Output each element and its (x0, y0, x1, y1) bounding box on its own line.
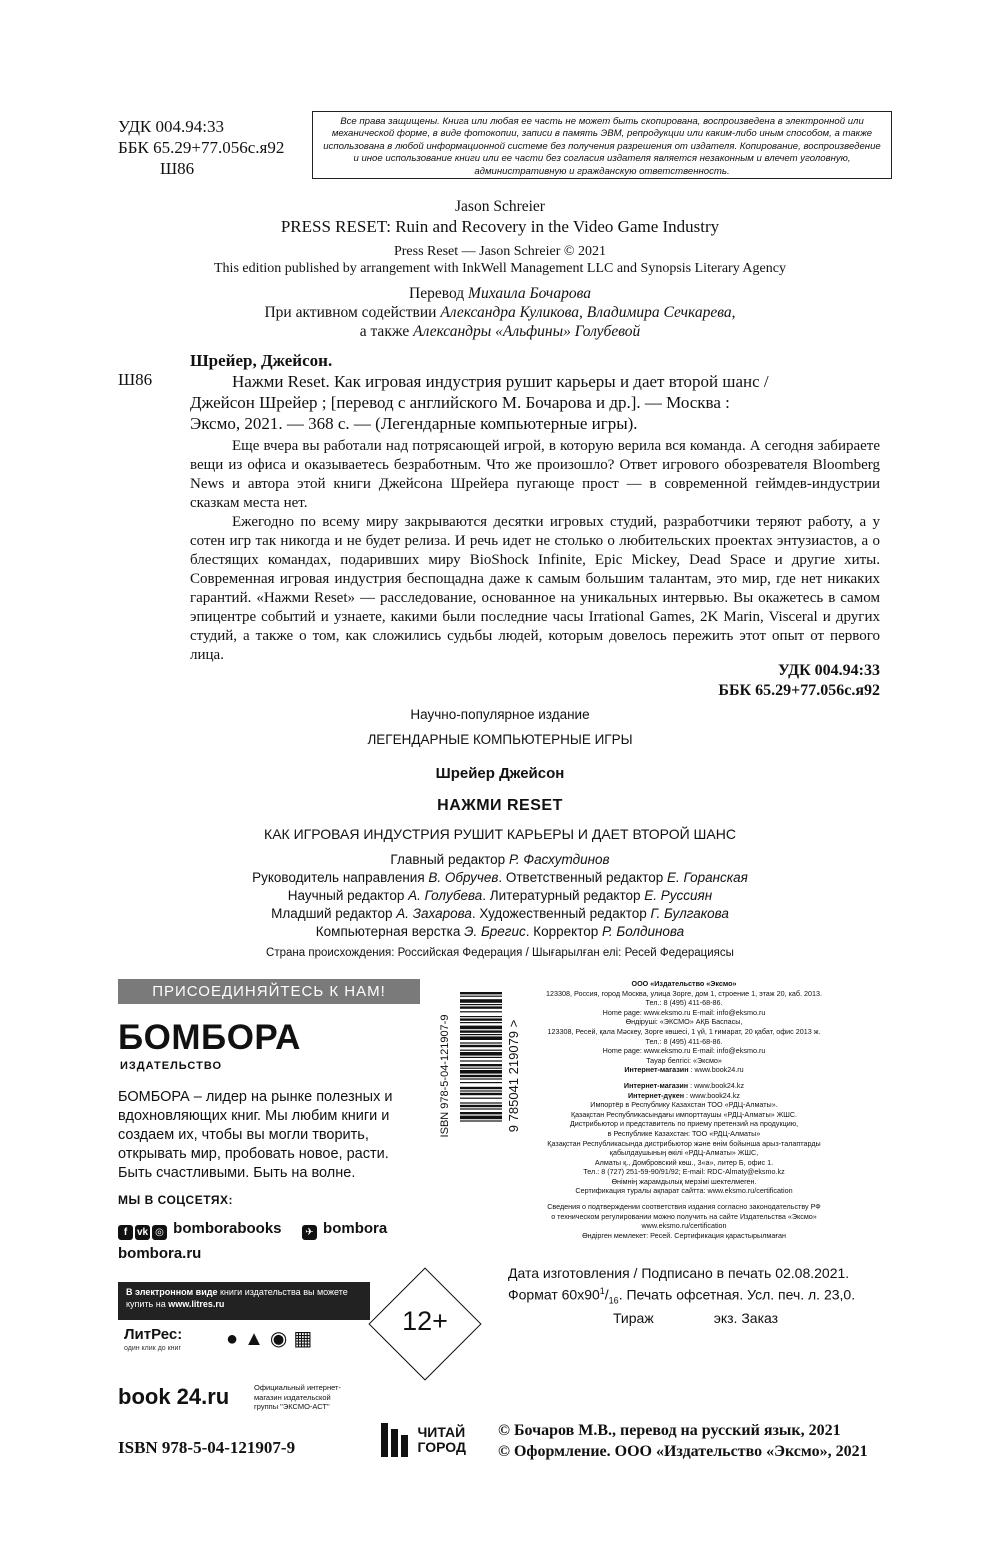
telegram-icon: ✈ (302, 1225, 317, 1240)
platform-icons (226, 1326, 318, 1351)
bib-line-3: Эксмо, 2021. — 368 с. — (Легендарные компьютерные игры). (190, 414, 638, 433)
credit-role: . Литературный редактор (482, 888, 645, 903)
barcode-bar (460, 1102, 502, 1103)
copyright-block (498, 1420, 868, 1462)
barcode-bar (460, 1082, 502, 1083)
assistants-comma: , (731, 304, 736, 321)
assistants-line (0, 303, 1000, 323)
original-copyright: Press Reset — Jason Schreier © 2021 (393, 244, 607, 259)
print-info (508, 1264, 855, 1327)
barcode-bar (460, 1016, 502, 1017)
origin-country: Страна происхождения: Российская Федерация / Шығарылған елі: Ресей Федерациясы (266, 947, 734, 959)
barcode-isbn-text: ISBN 978-5-04-121907-9 (439, 1014, 451, 1138)
series-name: ЛЕГЕНДАРНЫЕ КОМПЬЮТЕРНЫЕ ИГРЫ (367, 732, 633, 747)
barcode-bar (460, 1060, 502, 1061)
barcode-bar (460, 1011, 502, 1012)
classification-codes (118, 116, 284, 179)
imprint-line: Өндіруші: «ЭКСМО» АҚБ Баспасы, (625, 1017, 743, 1027)
rights-notice: Все права защищены. Книга или любая ее часть не может быть скопирована, воспроизведена в электронной или механической форме, в виде фотокопии, записи в память ЭВМ, репродукции или каким-либо иным способом, а также использована в любой информационной системе без получения разрешения от издателя. Копирование, воспроизведение и иное использование книги или ее части без согласия издателя является незаконным и влечет уголовную, административную и гражданскую ответственность. (312, 111, 892, 179)
litres-url: www.litres.ru (168, 1299, 225, 1309)
barcode-digits: 9 785041 219079 > (506, 1019, 521, 1133)
instagram-icon: ◎ (152, 1225, 167, 1240)
credit-name: Г. Булгакова (650, 906, 729, 921)
imprint-line: Қазақстан Республикасындағы импорттаушы «РДЦ-Алматы» ЖШС. (570, 1109, 798, 1119)
edition-type: Научно-популярное издание (410, 707, 590, 722)
udk-code-repeat: УДК 004.94:33 (777, 662, 880, 679)
barcode-bar (460, 996, 502, 997)
social-links (118, 1220, 387, 1240)
credit-line (0, 905, 1000, 923)
barcode-bar (460, 1034, 502, 1035)
credit-line (0, 923, 1000, 941)
barcode-bar (460, 1042, 502, 1043)
credit-role: . Художественный редактор (471, 906, 651, 921)
bib-line-1: Нажми Reset. Как игровая индустрия рушит карьеры и дает второй шанс / (232, 372, 769, 391)
imprint-line: Интернет-магазин : www.book24.kz (623, 1080, 745, 1090)
windows-icon: ▦ (293, 1328, 319, 1350)
classification-codes-repeat (640, 661, 880, 701)
credit-role: . Корректор (525, 924, 602, 939)
chitai-gorod-logo (381, 1423, 466, 1457)
barcode-bar (460, 1006, 502, 1008)
imprint-line: Өндірген мемлекет: Ресей. Сертификация қарастырылмаған (582, 1230, 786, 1240)
barcode-bar (460, 1075, 502, 1077)
edition-author: Шрейер Джейсон (435, 765, 565, 782)
credit-name: А. Голубева (408, 888, 483, 903)
original-arrangement: This edition published by arrangement with InkWell Management LLC and Synopsis Literary Agency (214, 261, 786, 276)
imprint-line: Home page: www.eksmo.ru E-mail: info@eksmo.ru (602, 1046, 766, 1056)
imprint-info (508, 979, 860, 1240)
ebook-bold: В электронном виде (126, 1287, 218, 1297)
copyright-design: © Оформление. ООО «Издательство «Эксмо», 2021 (498, 1443, 868, 1460)
barcode-bar (460, 1070, 502, 1074)
barcode-bar (460, 1026, 502, 1030)
credit-line (0, 851, 1000, 869)
assistants-names: Александра Куликова, Владимира Сечкарева (440, 304, 732, 321)
barcode-bar (460, 1068, 502, 1069)
litres-logo: ЛитРес: (124, 1326, 183, 1343)
imprint-line: Алматы қ., Домбровский көш., 3«а», литер Б, офис 1. (594, 1157, 774, 1167)
imprint-line: Тел.: 8 (495) 411-68-86. (645, 1036, 723, 1046)
bombora-logo: БОМБОРА (118, 1018, 301, 1057)
ebook-text-2: купить на (126, 1299, 169, 1309)
copyright-translation: © Бочаров М.В., перевод на русский язык, 2021 (498, 1422, 841, 1439)
cipher-mark: Ш86 (118, 370, 153, 389)
barcode-bar (460, 1050, 502, 1051)
credit-role: Младший редактор (271, 906, 397, 921)
bib-author-heading: Шрейер, Джейсон. (190, 351, 333, 370)
credits (0, 851, 1000, 941)
assistants-prefix-2: а также (359, 323, 414, 340)
credit-role: Компьютерная верстка (315, 924, 465, 939)
ebook-banner (118, 1282, 370, 1320)
barcode-bar (460, 1022, 502, 1023)
edition-title: НАЖМИ RESET (437, 797, 563, 814)
apple-icon: ● (226, 1328, 245, 1350)
publisher-about: БОМБОРА – лидер на рынке полезных и вдохновляющих книг. Мы любим книги и создаем их, чтобы вы могли творить, открывать мир, пробовать новое, расти. Быть счастливыми. Быть на волне. (118, 1089, 393, 1181)
print-run: Тираж экз. Заказ (613, 1310, 779, 1327)
barcode-bar (460, 1052, 502, 1056)
credit-name: А. Захарова (396, 906, 472, 921)
imprint-line: Тел.: 8 (727) 251-59-90/91/92; E-mail: RDC-Almaty@eksmo.kz (583, 1167, 785, 1177)
credit-role: Научный редактор (287, 888, 409, 903)
annotation-paragraph-1: Еще вчера вы работали над потрясающей игрой, в которую верила вся команда. А сегодня забираете вещи из офиса и оказываетесь безработным. Что же произошло? Ответ игрового обозревателя Bloomberg News и автора этой книги Джейсона Шрейера пугающе прост — в современной геймдев-индустрии сказкам места нет. (190, 438, 880, 511)
chitai-gorod-icon (381, 1423, 409, 1457)
credit-name: Е. Руссиян (644, 888, 713, 903)
publisher-site: bombora.ru (118, 1245, 202, 1262)
android-icon: ▲ (244, 1328, 270, 1350)
ebook-text: книги издательства вы можете (217, 1287, 348, 1297)
barcode-bar (460, 1112, 502, 1114)
barcode-bar (460, 1036, 502, 1040)
social-handle-1: bomborabooks (173, 1220, 282, 1237)
imprint-line: Тел.: 8 (495) 411-68-86. (645, 998, 723, 1008)
credit-line (0, 887, 1000, 905)
annotation-paragraph-2: Ежегодно по всему миру закрываются десятки игровых студий, разработчики теряют работу, а у сотен игр так никогда и не будет релиза. И речь идет не столько о любительских проектах энтузиастов, а о блестящих командах, подаривших миру BioShock Infinite, Epic Mickey, Dead Space и другие хиты. Современная игровая индустрия беспощадна даже к самым большим талантам, это мир, где нет никаких гарантий. «Нажми Reset» — расследование, основанное на уникальных интервью. Вы окажетесь в самом эпицентре событий и узнаете, какими были последние часы Irrational Games, 2K Marin, Visceral и других студий, а также о том, как сложились судьбы людей, которым довелось пережить этот опыт от первого лица. (190, 514, 880, 663)
barcode-bar (460, 1105, 502, 1107)
isbn: ISBN 978-5-04-121907-9 (118, 1438, 296, 1457)
print-format: Формат $60x90^1/_{16}$. Печать офсетная. Усл. печ. л. 23,0. (508, 1286, 856, 1306)
barcode-bar (460, 1098, 502, 1099)
author-mark: Ш86 (160, 159, 195, 178)
barcode-bar (460, 1090, 502, 1091)
annotation (190, 437, 880, 665)
bombora-logo-sub: ИЗДАТЕЛЬСТВО (120, 1060, 223, 1072)
imprint-line: Сведения о подтверждении соответствия издания согласно законодательству РФ (547, 1202, 821, 1212)
imprint-line: Импортёр в Республику Казахстан ТОО «РДЦ-Алматы». (590, 1100, 778, 1110)
credit-line (0, 869, 1000, 887)
translator-prefix: Перевод (409, 285, 469, 302)
assistants-line-2 (0, 322, 1000, 342)
barcode-bar (460, 1064, 502, 1066)
barcode-bar (460, 1120, 502, 1121)
social-heading: МЫ В СОЦСЕТЯХ: (118, 1193, 234, 1207)
chitai-text-1: ЧИТАЙ (417, 1424, 466, 1440)
barcode-bar (460, 1108, 502, 1109)
join-banner: ПРИСОЕДИНЯЙТЕСЬ К НАМ! (118, 979, 420, 1004)
bib-line-2: Джейсон Шрейер ; [перевод с английского М. Бочарова и др.]. — Москва : (190, 393, 730, 412)
barcode-bar (460, 1004, 502, 1005)
imprint-line: Home page: www.eksmo.ru E-mail: info@eksmo.ru (602, 1007, 766, 1017)
barcode-bar (460, 1087, 502, 1089)
imprint-line: 123308, Ресей, қала Мәскеу, Зорге көшесі, 1 үй, 1 ғимарат, 20 қабат, офис 2013 ж. (547, 1026, 821, 1036)
bbk-code: ББК 65.29+77.056с.я92 (118, 138, 285, 157)
imprint-line: Тауар белгісі: «Эксмо» (646, 1055, 722, 1065)
vk-icon: vk (136, 1227, 149, 1238)
windows-phone-icon: ◉ (269, 1328, 294, 1350)
barcode-bar (460, 1093, 502, 1095)
imprint-line: www.eksmo.ru/certification (641, 1221, 727, 1231)
imprint-line: Қазақстан Республикасында дистрибьютор және өнім бойынша арыз-талаптарды (547, 1138, 821, 1148)
assistants-prefix: При активном содействии (264, 304, 441, 321)
facebook-icon: f (118, 1225, 133, 1240)
barcode-bar (460, 1030, 502, 1032)
book24-note: Официальный интернет-магазин издательской группы "ЭКСМО-АСТ" (254, 1383, 341, 1411)
translator-name: Михаила Бочарова (468, 285, 591, 302)
credit-name: Е. Горанская (667, 870, 748, 885)
credit-name: Р. Фасхутдинов (508, 852, 610, 867)
age-rating: 12+ (402, 1306, 448, 1336)
litres-tagline: один клик до книг (124, 1345, 182, 1352)
credit-name: В. Обручев (428, 870, 499, 885)
bibliographic-description (190, 350, 880, 434)
social-handle-2: bombora (323, 1220, 388, 1237)
book24-logo: book 24.ru (118, 1384, 230, 1409)
imprint-line: Дистрибьютор и представитель по приему претензий на продукцию, (569, 1119, 799, 1129)
credit-name: Р. Болдинова (602, 924, 685, 939)
print-date: Дата изготовления / Подписано в печать 02.08.2021. (508, 1265, 850, 1281)
credit-role: Руководитель направления (252, 870, 429, 885)
barcode-bar (460, 992, 502, 994)
imprint-line: 123308, Россия, город Москва, улица Зорге, дом 1, строение 1, этаж 20, каб. 2013. (546, 988, 822, 998)
chitai-text-2: ГОРОД (417, 1439, 466, 1455)
imprint-line: о техническом регулировании можно получить на сайте Издательства «Эксмо» (551, 1211, 817, 1221)
original-title: PRESS RESET: Ruin and Recovery in the Video Game Industry (280, 217, 720, 236)
imprint-line: Интернет-дүкен : www.book24.kz (627, 1090, 740, 1100)
credit-role: Главный редактор (390, 852, 509, 867)
imprint-line: ООО «Издательство «Эксмо» (631, 979, 737, 988)
translator-line (0, 284, 1000, 304)
imprint-line: қабылдаушының өкілі «РДЦ-Алматы» ЖШС, (609, 1148, 759, 1158)
credit-role: . Ответственный редактор (498, 870, 667, 885)
barcode-bar (460, 1116, 502, 1120)
bbk-code-repeat: ББК 65.29+77.056с.я92 (718, 682, 880, 699)
assistants-names-2: Александры «Альфины» Голубевой (413, 323, 641, 340)
imprint-line: Интернет-магазин : www.book24.ru (624, 1065, 744, 1075)
imprint-line: Сертификация туралы ақпарат сайтта: www.eksmo.ru/certification (575, 1186, 793, 1196)
barcode-bar (460, 1057, 502, 1058)
barcode-bar (460, 1045, 502, 1047)
barcode-bar (460, 1018, 502, 1020)
imprint-line: в Республике Казахстан: ТОО «РДЦ-Алматы» (607, 1128, 761, 1138)
original-author: Jason Schreier (455, 198, 545, 215)
udk-code: УДК 004.94:33 (118, 117, 224, 136)
imprint-line: Өнімнің жарамдылық мерзімі шектелмеген. (611, 1176, 757, 1186)
credit-name: Э. Брегис (464, 924, 526, 939)
barcode-bar (460, 999, 502, 1003)
edition-subtitle: КАК ИГРОВАЯ ИНДУСТРИЯ РУШИТ КАРЬЕРЫ И ДАЕТ ВТОРОЙ ШАНС (264, 826, 736, 842)
barcode-bar (460, 1078, 502, 1079)
